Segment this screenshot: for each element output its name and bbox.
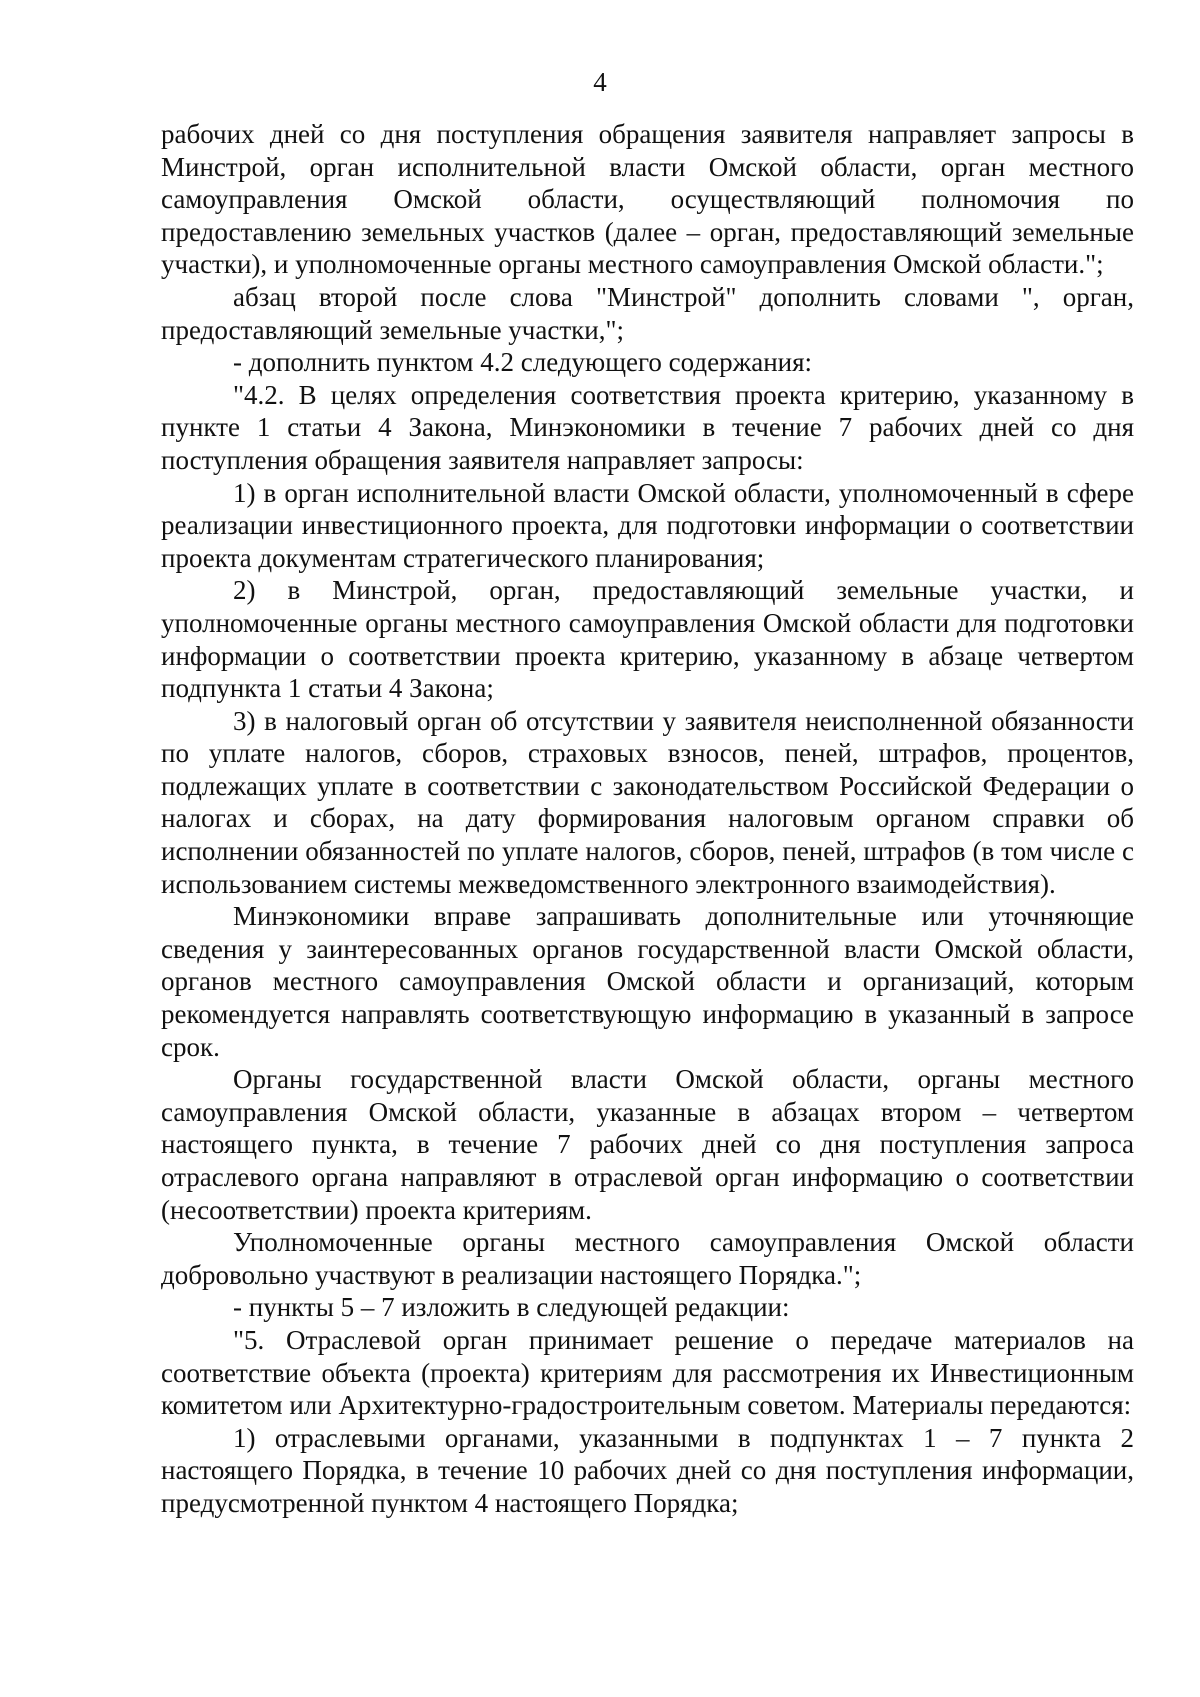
paragraph-authorities-response: Органы государственной власти Омской области, органы местного самоуправления Омской области, указанные в абзацах втором – четвертом настоящего пункта, в течение 7 рабочих дней со дня поступления запроса отраслевого органа направляют в отраслевой орган информацию о соответствии (несоответствии) проекта критериям. — [161, 1064, 1134, 1225]
paragraph-point-5: "5. Отраслевой орган принимает решение о передаче материалов на соответствие объекта (проекта) критериям для рассмотрения их Инвестиционным комитетом или Архитектурно-градостроительным советом. Материалы передаются: — [161, 1324, 1134, 1421]
paragraph-amendment-second-abzac: абзац второй после слова "Минстрой" дополнить словами ", орган, предоставляющий земельные участки,"; — [161, 281, 1134, 345]
page-number: 4 — [593, 67, 607, 97]
paragraph-continuation: рабочих дней со дня поступления обращения заявителя направляет запросы в Минстрой, орган исполнительной власти Омской области, орган местного самоуправления Омской области, осуществляющий полномочия по предоставлению земельных участков (далее – орган, предоставляющий земельные участки), и уполномоченные органы местного самоуправления Омской области."; — [161, 119, 1134, 280]
paragraph-point-4-2: "4.2. В целях определения соответствия проекта критерию, указанному в пункте 1 статьи 4 Закона, Минэкономики в течение 7 рабочих дней со дня поступления обращения заявителя направляет запросы: — [161, 379, 1134, 475]
paragraph-subitem-1: 1) в орган исполнительной власти Омской области, уполномоченный в сфере реализации инвестиционного проекта, для подготовки информации о соответствии проекта документам стратегического планирования; — [161, 477, 1134, 573]
document-body — [161, 118, 1134, 1520]
paragraph-points-5-7-amendment: - пункты 5 – 7 изложить в следующей редакции: — [233, 1292, 790, 1323]
paragraph-subitem-3: 3) в налоговый орган об отсутствии у заявителя неисполненной обязанности по уплате налогов, сборов, страховых взносов, пеней, штрафов, процентов, подлежащих уплате в соответствии с законодательством Российской Федерации о налогах и сборах, на дату формирования налоговым органом справки об исполнении обязанностей по уплате налогов, сборов, пеней, штрафов (в том числе с использованием системы межведомственного электронного взаимодействия). — [161, 705, 1134, 899]
paragraph-mineconomy-rights: Минэкономики вправе запрашивать дополнительные или уточняющие сведения у заинтересованных органов государственной власти Омской области, органов местного самоуправления Омской области и организаций, которым рекомендуется направлять соответствующую информацию в указанный в запросе срок. — [161, 901, 1134, 1062]
paragraph-subitem-2: 2) в Минстрой, орган, предоставляющий земельные участки, и уполномоченные органы местного самоуправления Омской области для подготовки информации о соответствии проекта критерию, указанному в абзаце четвертом подпункта 1 статьи 4 Закона; — [161, 575, 1134, 704]
paragraph-point-5-subitem-1: 1) отраслевыми органами, указанными в подпунктах 1 – 7 пункта 2 настоящего Порядка, в течение 10 рабочих дней со дня поступления информации, предусмотренной пунктом 4 настоящего Порядка; — [161, 1422, 1134, 1518]
paragraph-voluntary-participation: Уполномоченные органы местного самоуправления Омской области добровольно участвуют в реализации настоящего Порядка."; — [161, 1227, 1134, 1290]
paragraph-add-point-4-2: - дополнить пунктом 4.2 следующего содержания: — [233, 347, 813, 378]
